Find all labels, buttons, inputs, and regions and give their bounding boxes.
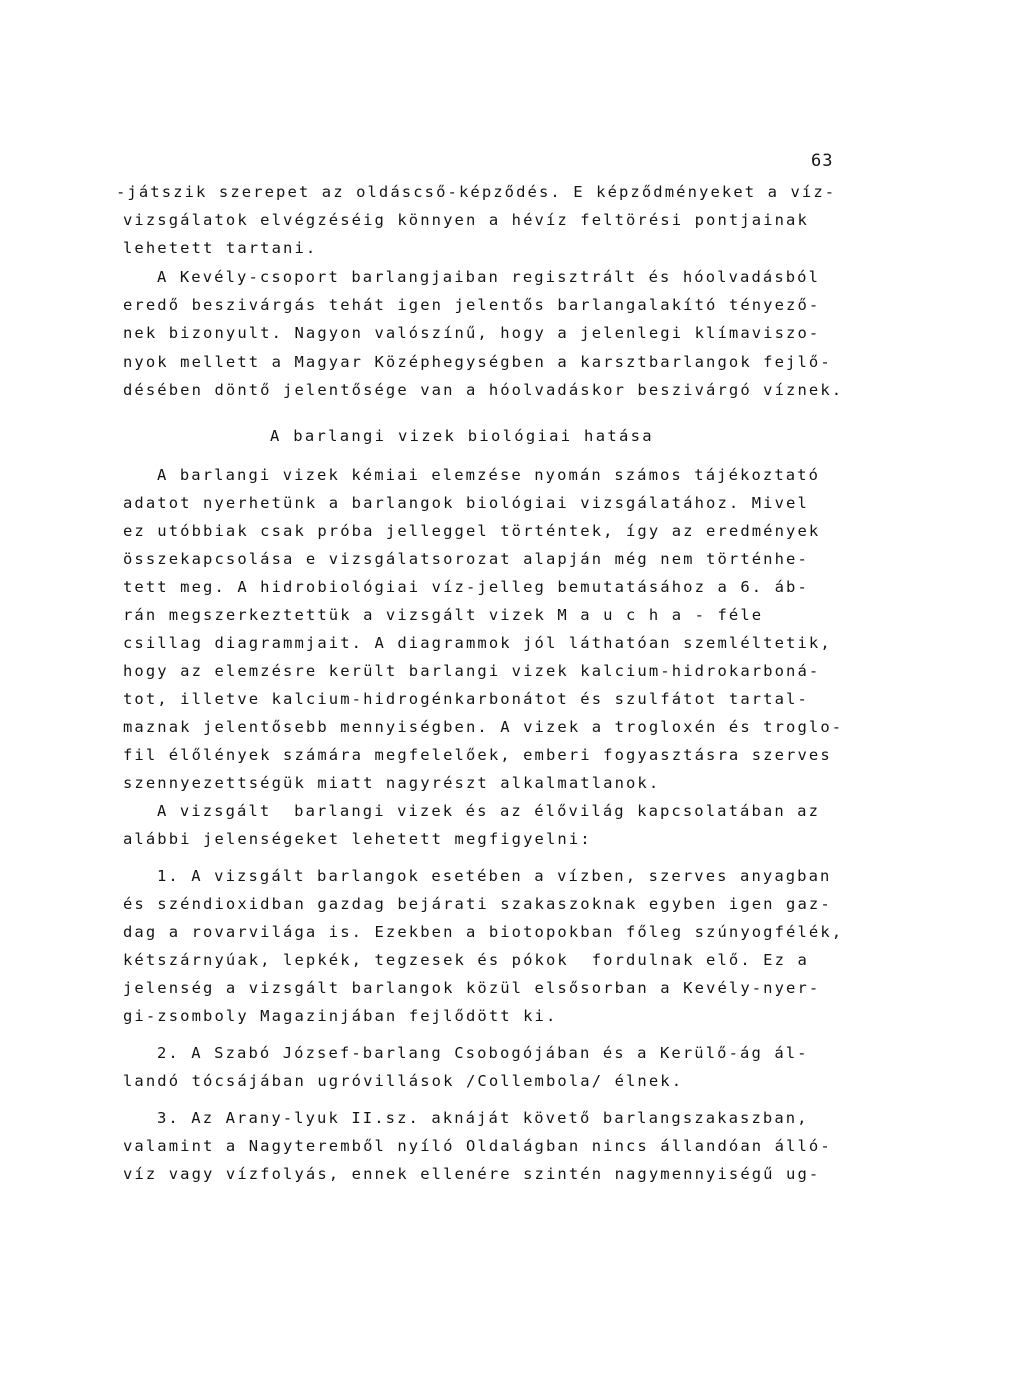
- text-line: fil élőlények számára megfelelőek, emberi fogyasztásra szerves: [123, 746, 832, 764]
- text-line: adatot nyerhetünk a barlangok biológiai vizsgálatához. Mivel: [123, 494, 809, 512]
- text-line: csillag diagrammjait. A diagrammok jól láthatóan szemléltetik,: [123, 634, 832, 652]
- text-line: valamint a Nagyteremből nyíló Oldalágban nincs állandóan álló-: [123, 1137, 832, 1155]
- text-line: tot, illetve kalcium-hidrogénkarbonátot és szulfátot tartal-: [123, 690, 809, 708]
- text-line: A Kevély-csoport barlangjaiban regisztrált és hóolvadásból: [157, 268, 821, 286]
- section-heading: A barlangi vizek biológiai hatása: [270, 427, 654, 445]
- text-line: hogy az elemzésre került barlangi vizek kalcium-hidrokarboná-: [123, 662, 821, 680]
- text-line: -játszik szerepet az oldáscső-képződés. E képződményeket a víz-: [116, 183, 837, 201]
- list-item: 3. Az Arany-lyuk II.sz. aknáját követő barlangszakaszban,: [157, 1109, 809, 1127]
- list-item: 1. A vizsgált barlangok esetében a vízben, szerves anyagban: [157, 867, 832, 885]
- text-line: alábbi jelenségeket lehetett megfigyelni:: [123, 830, 592, 848]
- text-line: jelenség a vizsgált barlangok közül elsősorban a Kevély-nyer-: [123, 979, 821, 997]
- text-line: ez utóbbiak csak próba jelleggel történtek, így az eredmények: [123, 522, 821, 540]
- text-line: tett meg. A hidrobiológiai víz-jelleg bemutatásához a 6. áb-: [123, 578, 809, 596]
- text-line: maznak jelentősebb mennyiségben. A vizek a trogloxén és troglo-: [123, 718, 844, 736]
- text-line: landó tócsájában ugróvillások /Collembola/ élnek.: [123, 1072, 684, 1090]
- list-item: 2. A Szabó József-barlang Csobogójában és a Kerülő-ág ál-: [157, 1044, 809, 1062]
- text-line: nek bizonyult. Nagyon valószínű, hogy a jelenlegi klímaviszo-: [123, 324, 821, 342]
- text-line: rán megszerkeztettük a vizsgált vizek M a u c h a - féle: [123, 606, 764, 624]
- text-line: dag a rovarvilága is. Ezekben a biotopokban főleg szúnyogfélék,: [123, 923, 844, 941]
- text-line: kétszárnyúak, lepkék, tegzesek és pókok fordulnak elő. Ez a: [123, 951, 809, 969]
- text-line: eredő beszivárgás tehát igen jelentős barlangalakító tényező-: [123, 296, 821, 314]
- text-line: víz vagy vízfolyás, ennek ellenére szintén nagymennyiségű ug-: [123, 1165, 821, 1183]
- text-line: szennyezettségük miatt nagyrészt alkalmatlanok.: [123, 774, 661, 792]
- text-line: A barlangi vizek kémiai elemzése nyomán számos tájékoztató: [157, 466, 821, 484]
- text-line: nyok mellett a Magyar Középhegységben a karsztbarlangok fejlő-: [123, 353, 832, 371]
- text-line: A vizsgált barlangi vizek és az élővilág kapcsolatában az: [157, 802, 821, 820]
- text-line: gi-zsomboly Magazinjában fejlődött ki.: [123, 1007, 558, 1025]
- text-line: vizsgálatok elvégzéséig könnyen a hévíz feltörési pontjainak: [123, 211, 809, 229]
- text-line: összekapcsolása e vizsgálatsorozat alapján még nem történhe-: [123, 550, 809, 568]
- text-line: désében döntő jelentősége van a hóolvadáskor beszivárgó víznek.: [123, 381, 844, 399]
- text-line: lehetett tartani.: [123, 239, 318, 257]
- text-line: és széndioxidban gazdag bejárati szakaszoknak egyben igen gaz-: [123, 895, 832, 913]
- page-number: 63: [811, 151, 834, 171]
